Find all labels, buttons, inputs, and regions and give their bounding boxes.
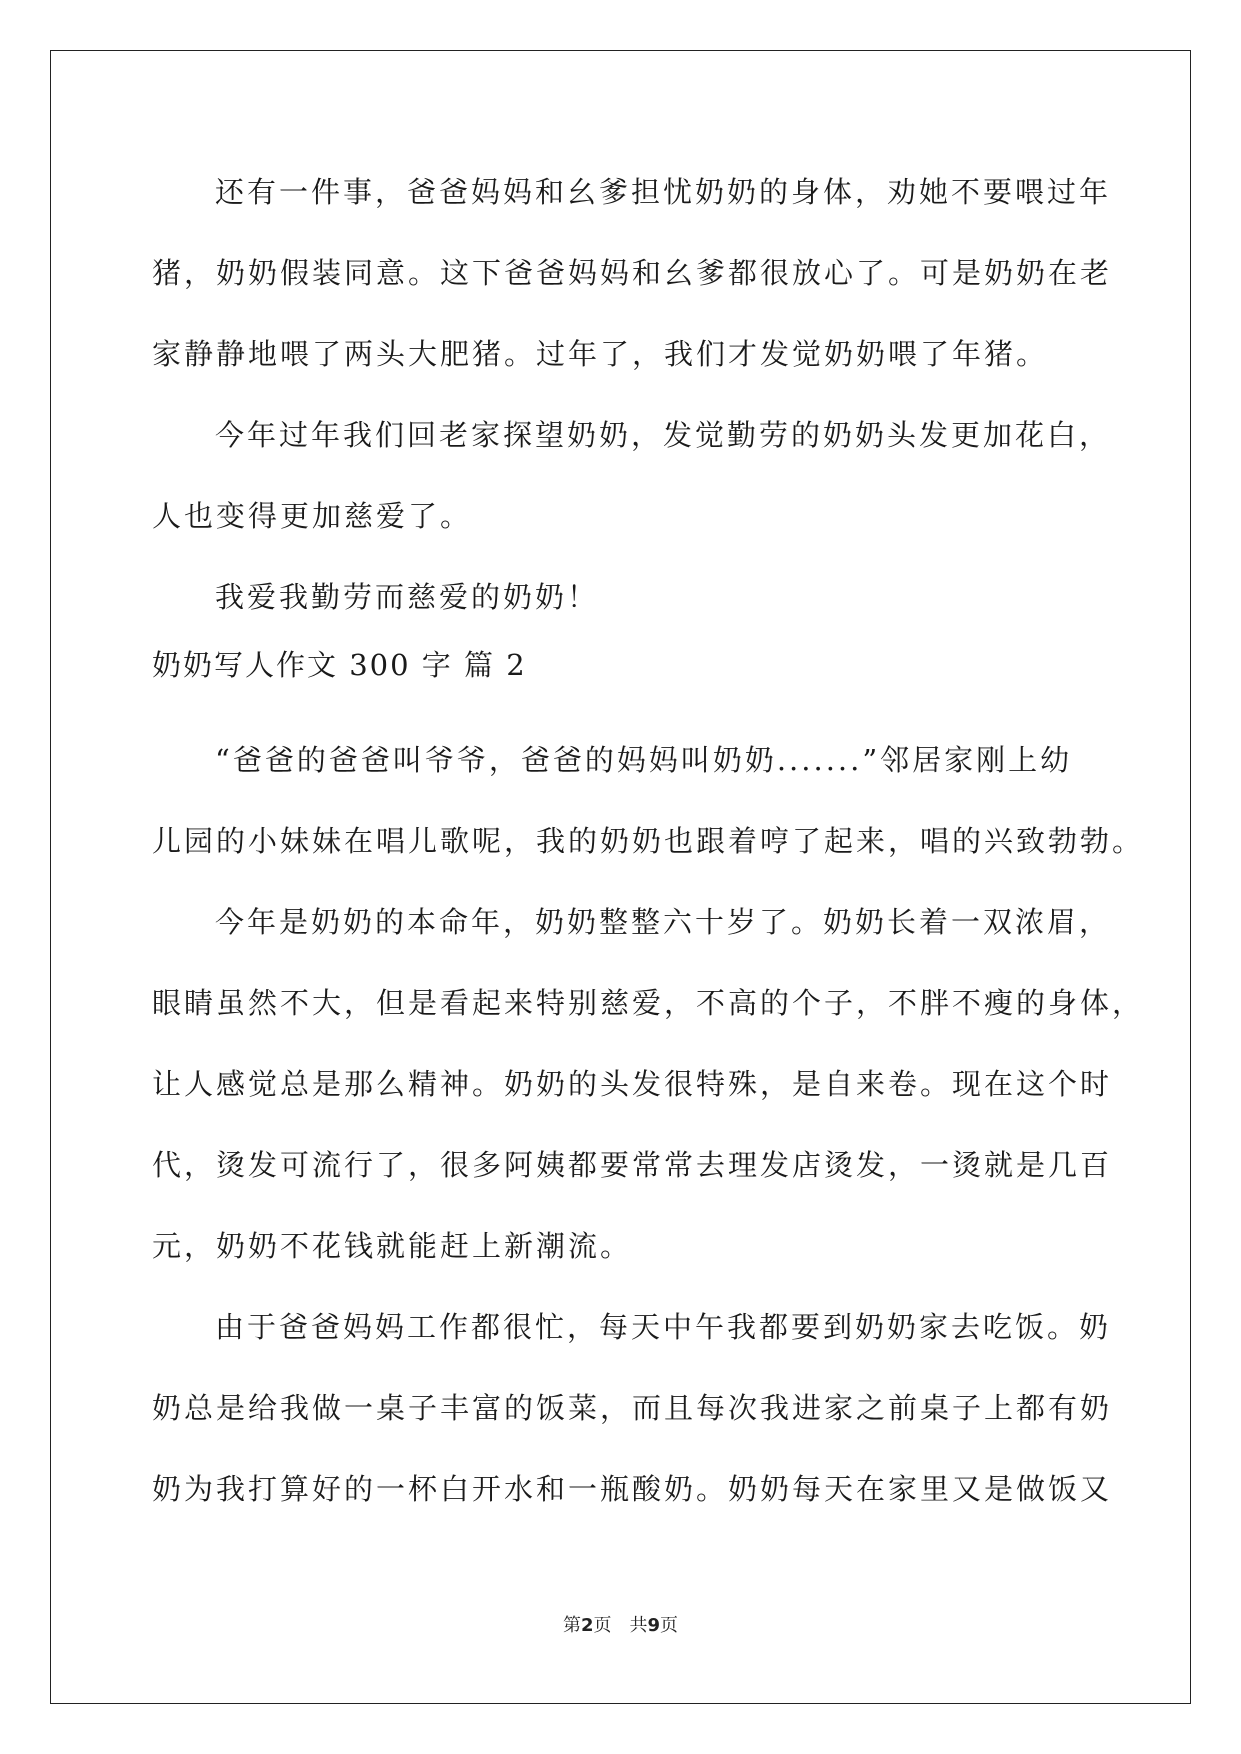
paragraph-line: 今年过年我们回老家探望奶奶，发觉勤劳的奶奶头发更加花白， — [215, 418, 1112, 452]
paragraph-line: 还有一件事，爸爸妈妈和幺爹担忧奶奶的身体，劝她不要喂过年 — [215, 175, 1112, 209]
paragraph-line: 眼睛虽然不大，但是看起来特别慈爱，不高的个子，不胖不瘦的身体， — [152, 986, 1145, 1020]
page-current: 2 — [580, 1615, 594, 1636]
page-prefix: 第 — [562, 1615, 581, 1636]
page-footer — [0, 1614, 1241, 1638]
paragraph-line: 让人感觉总是那么精神。奶奶的头发很特殊，是自来卷。现在这个时 — [152, 1067, 1113, 1101]
paragraph-line: 人也变得更加慈爱了。 — [152, 499, 473, 533]
page-mid: 页 共 — [593, 1615, 648, 1636]
paragraph-line: 奶总是给我做一桌子丰富的饭菜，而且每次我进家之前桌子上都有奶 — [152, 1391, 1113, 1425]
page-total: 9 — [647, 1615, 661, 1636]
paragraph-line: 代，烫发可流行了，很多阿姨都要常常去理发店烫发，一烫就是几百 — [152, 1148, 1113, 1182]
paragraph-line: 奶为我打算好的一杯白开水和一瓶酸奶。奶奶每天在家里又是做饭又 — [152, 1472, 1113, 1506]
paragraph-line: 儿园的小妹妹在唱儿歌呢，我的奶奶也跟着哼了起来，唱的兴致勃勃。 — [152, 824, 1145, 858]
paragraph-line: 家静静地喂了两头大肥猪。过年了，我们才发觉奶奶喂了年猪。 — [152, 337, 1049, 371]
page-border — [50, 50, 1191, 1704]
paragraph-line: 猪，奶奶假装同意。这下爸爸妈妈和幺爹都很放心了。可是奶奶在老 — [152, 256, 1113, 290]
paragraph-line: 我爱我勤劳而慈爱的奶奶！ — [215, 580, 600, 614]
page-suffix: 页 — [660, 1615, 679, 1636]
paragraph-line: 由于爸爸妈妈工作都很忙，每天中午我都要到奶奶家去吃饭。奶 — [215, 1310, 1112, 1344]
section-heading: 奶奶写人作文 300 字 篇 2 — [152, 648, 527, 682]
paragraph-line: 元，奶奶不花钱就能赶上新潮流。 — [152, 1229, 633, 1263]
paragraph-line: “爸爸的爸爸叫爷爷，爸爸的妈妈叫奶奶.......”邻居家刚上幼 — [215, 743, 1073, 777]
paragraph-line: 今年是奶奶的本命年，奶奶整整六十岁了。奶奶长着一双浓眉， — [215, 905, 1112, 939]
